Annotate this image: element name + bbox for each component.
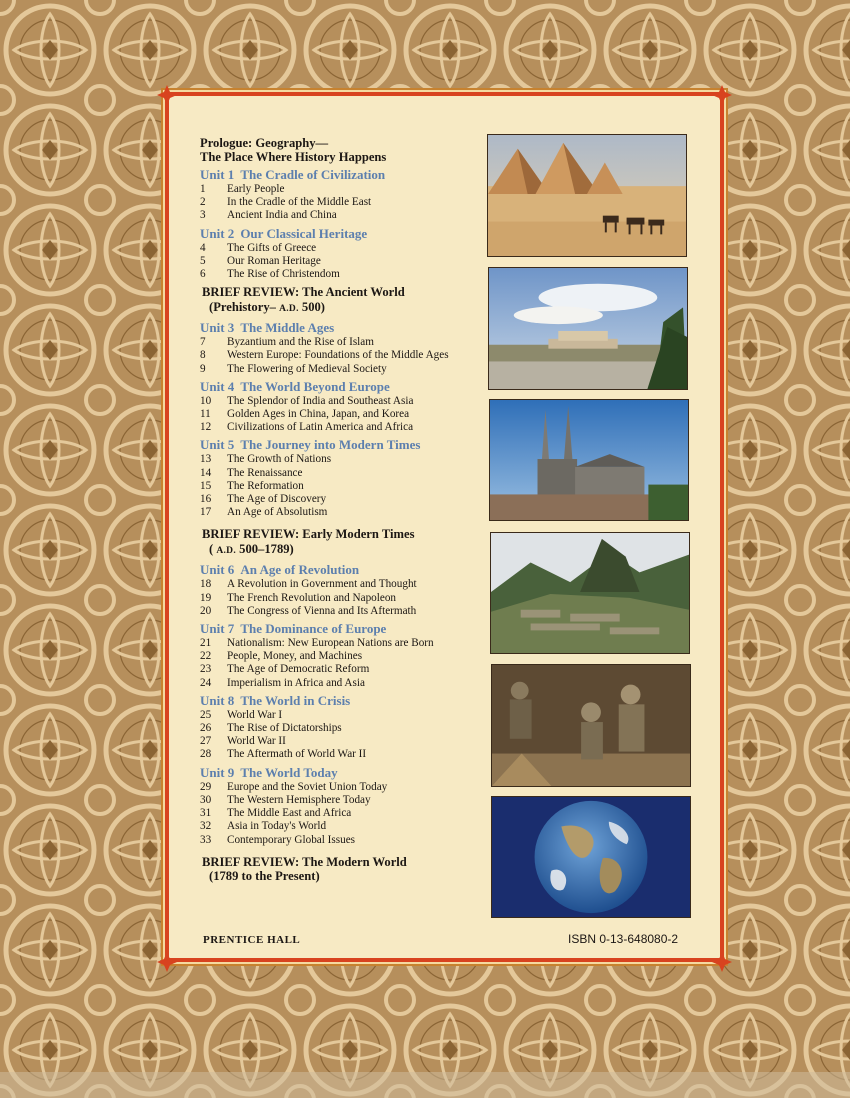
unit-heading: [200, 167, 485, 182]
unit-9: [200, 765, 485, 847]
chapter-title: World War II: [227, 735, 286, 748]
chapter-number: 13: [200, 453, 212, 466]
chapter-item: [200, 467, 485, 480]
publisher-name: PRENTICE HALL: [203, 934, 301, 946]
prologue-line-2: The Place Where History Happens: [200, 150, 387, 164]
chapter-number: 14: [200, 466, 212, 479]
chapter-item: [200, 506, 485, 519]
chapter-number: 4: [200, 241, 206, 254]
cathedral-photo: [489, 399, 689, 521]
chapter-item: [200, 722, 485, 735]
brief-dates-end: 500–1789): [236, 541, 294, 556]
chapter-title: Byzantium and the Rise of Islam: [227, 336, 374, 349]
unit-7: [200, 621, 485, 690]
unit-3: [200, 320, 485, 376]
chapter-item: [200, 794, 485, 807]
chapter-title: The Middle East and Africa: [227, 807, 352, 820]
chapter-title: The Age of Discovery: [227, 493, 327, 506]
chapter-item: [200, 735, 485, 748]
chapter-title: Our Roman Heritage: [227, 254, 321, 267]
chapter-number: 20: [200, 604, 212, 617]
chapter-number: 9: [200, 362, 206, 375]
unit-label: Unit 9: [200, 764, 235, 780]
chapter-number: 15: [200, 479, 212, 492]
chapter-item: [200, 820, 485, 833]
pyramids-photo: [487, 134, 687, 257]
chapter-title: The Gifts of Greece: [227, 241, 317, 254]
unit-title: The World Today: [240, 764, 338, 780]
chapter-item: [200, 196, 485, 209]
unit-label: Unit 7: [200, 621, 235, 637]
chapter-item: [200, 650, 485, 663]
era-label: A.D.: [279, 303, 299, 314]
chapter-item: [200, 834, 485, 847]
chapter-title: Ancient India and China: [227, 209, 337, 222]
chapter-item: [200, 408, 485, 421]
chapter-number: 30: [200, 793, 212, 806]
unit-title: The Dominance of Europe: [240, 621, 387, 637]
unit-label: Unit 4: [200, 378, 235, 394]
chapter-item: [200, 363, 485, 376]
unit-heading: [200, 765, 485, 780]
chapter-title: The Western Hemisphere Today: [227, 793, 371, 806]
brief-review-dates: [202, 300, 485, 317]
chapter-title: An Age of Absolutism: [227, 506, 328, 519]
unit-heading: [200, 693, 485, 708]
chapter-item: [200, 709, 485, 722]
chapter-number: 25: [200, 708, 212, 721]
chapter-title: World War I: [227, 708, 283, 721]
chapter-title: The Age of Democratic Reform: [227, 663, 370, 676]
unit-heading: [200, 437, 485, 452]
chapter-item: [200, 748, 485, 761]
unit-label: Unit 5: [200, 437, 235, 453]
chapter-number: 1: [200, 183, 206, 195]
chapter-number: 23: [200, 663, 212, 676]
chapter-number: 21: [200, 637, 212, 650]
chapter-item: [200, 421, 485, 434]
chapter-title: Europe and the Soviet Union Today: [227, 780, 388, 793]
chapter-title: In the Cradle of the Middle East: [227, 196, 372, 209]
chapter-title: The Congress of Vienna and Its Aftermath: [227, 604, 417, 617]
chapter-number: 6: [200, 268, 206, 281]
corner-ornament-bottom-right: [711, 951, 733, 973]
unit-title: The Cradle of Civilization: [240, 167, 386, 182]
chapter-title: The Rise of Christendom: [227, 268, 340, 281]
unit-6: [200, 562, 485, 618]
chapter-item: [200, 349, 485, 362]
brief-dates-start: (Prehistory–: [209, 299, 280, 314]
chapter-title: People, Money, and Machines: [227, 650, 363, 663]
unit-4: [200, 379, 485, 435]
corner-ornament-top-left: [156, 84, 178, 106]
unit-title: The World Beyond Europe: [240, 378, 390, 394]
brief-review-dates: (1789 to the Present): [209, 869, 320, 884]
machu-picchu-photo: [490, 532, 690, 654]
brief-review-early-modern: [202, 527, 485, 558]
chapter-title: The Flowering of Medieval Society: [227, 362, 387, 375]
chapter-title: The French Revolution and Napoleon: [227, 591, 397, 604]
chapter-number: 11: [200, 408, 211, 421]
unit-title: The World in Crisis: [240, 692, 351, 708]
unit-title: Our Classical Heritage: [240, 225, 368, 241]
brief-review-dates: [202, 542, 485, 559]
chapter-number: 16: [200, 493, 212, 506]
chapter-item: [200, 453, 485, 466]
chapter-item: [200, 578, 485, 591]
chapter-title: Early People: [227, 183, 285, 195]
chapter-item: [200, 480, 485, 493]
era-label: A.D.: [216, 545, 237, 556]
chapter-title: The Reformation: [227, 479, 304, 492]
chapter-item: [200, 395, 485, 408]
chapter-title: Imperialism in Africa and Asia: [227, 676, 365, 689]
unit-heading: [200, 562, 485, 577]
earth-photo: [491, 796, 691, 918]
unit-label: Unit 2: [200, 225, 235, 241]
brief-dates-end: 500): [298, 299, 325, 314]
corner-ornament-top-right: [711, 84, 733, 106]
unit-heading: [200, 621, 485, 636]
unit-heading: [200, 320, 485, 335]
unit-title: An Age of Revolution: [240, 562, 360, 578]
brief-review-title: BRIEF REVIEW: Early Modern Times: [202, 527, 415, 542]
chapter-number: 19: [200, 591, 212, 604]
unit-label: Unit 1: [200, 167, 235, 182]
chapter-number: 3: [200, 209, 206, 222]
chapter-item: [200, 255, 485, 268]
prologue-heading: [200, 136, 485, 164]
chapter-item: [200, 807, 485, 820]
brief-dates-start: (: [209, 541, 217, 556]
chapter-item: [200, 242, 485, 255]
chapter-number: 8: [200, 349, 206, 362]
chapter-number: 28: [200, 748, 212, 761]
chapter-title: The Growth of Nations: [227, 453, 332, 466]
soldiers-photo: [491, 664, 691, 787]
chapter-item: [200, 493, 485, 506]
chapter-number: 12: [200, 421, 212, 434]
chapter-item: [200, 781, 485, 794]
unit-5: [200, 437, 485, 519]
chapter-number: 7: [200, 336, 206, 349]
isbn-number: ISBN 0-13-648080-2: [568, 932, 679, 946]
prologue-line-1: Prologue: Geography—: [200, 136, 329, 150]
brief-review-title: BRIEF REVIEW: The Ancient World: [202, 285, 405, 300]
chapter-title: The Aftermath of World War II: [227, 748, 367, 761]
chapter-title: Nationalism: New European Nations are Born: [227, 637, 434, 650]
chapter-number: 32: [200, 820, 212, 833]
chapter-number: 18: [200, 578, 212, 591]
chapter-title: The Splendor of India and Southeast Asia: [227, 394, 414, 407]
chapter-title: Contemporary Global Issues: [227, 833, 356, 846]
chapter-number: 22: [200, 650, 212, 663]
chapter-number: 29: [200, 780, 212, 793]
chapter-number: 5: [200, 254, 206, 267]
chapter-item: [200, 336, 485, 349]
chapter-title: Asia in Today's World: [227, 820, 327, 833]
brief-review-title: BRIEF REVIEW: The Modern World: [202, 854, 407, 869]
chapter-item: [200, 183, 485, 196]
chapter-title: Civilizations of Latin America and Africa: [227, 421, 414, 434]
unit-label: Unit 3: [200, 320, 235, 336]
unit-label: Unit 8: [200, 692, 235, 708]
chapter-number: 26: [200, 722, 212, 735]
chapter-item: [200, 663, 485, 676]
unit-title: The Journey into Modern Times: [240, 437, 421, 453]
corner-ornament-bottom-left: [156, 951, 178, 973]
unit-2: [200, 226, 485, 282]
chapter-item: [200, 268, 485, 281]
chapter-number: 2: [200, 196, 206, 209]
brief-review-ancient: [202, 285, 485, 316]
chapter-item: [200, 592, 485, 605]
chapter-number: 17: [200, 506, 212, 519]
table-of-contents: [200, 136, 485, 888]
unit-heading: [200, 379, 485, 394]
chapter-item: [200, 677, 485, 690]
chapter-title: Western Europe: Foundations of the Middle Ages: [227, 349, 449, 362]
chapter-number: 24: [200, 676, 212, 689]
chapter-title: The Renaissance: [227, 466, 303, 479]
chapter-number: 31: [200, 807, 212, 820]
brief-review-modern: [202, 855, 485, 884]
unit-8: [200, 693, 485, 762]
chapter-title: Golden Ages in China, Japan, and Korea: [227, 408, 410, 421]
unit-1: [200, 167, 485, 223]
acropolis-photo: [488, 267, 688, 390]
chapter-number: 33: [200, 833, 212, 846]
chapter-number: 10: [200, 394, 212, 407]
unit-title: The Middle Ages: [240, 320, 335, 336]
chapter-number: 27: [200, 735, 212, 748]
chapter-title: A Revolution in Government and Thought: [227, 578, 417, 591]
chapter-item: [200, 605, 485, 618]
chapter-title: The Rise of Dictatorships: [227, 722, 342, 735]
unit-label: Unit 6: [200, 562, 235, 578]
chapter-item: [200, 209, 485, 222]
chapter-item: [200, 637, 485, 650]
unit-heading: [200, 226, 485, 241]
